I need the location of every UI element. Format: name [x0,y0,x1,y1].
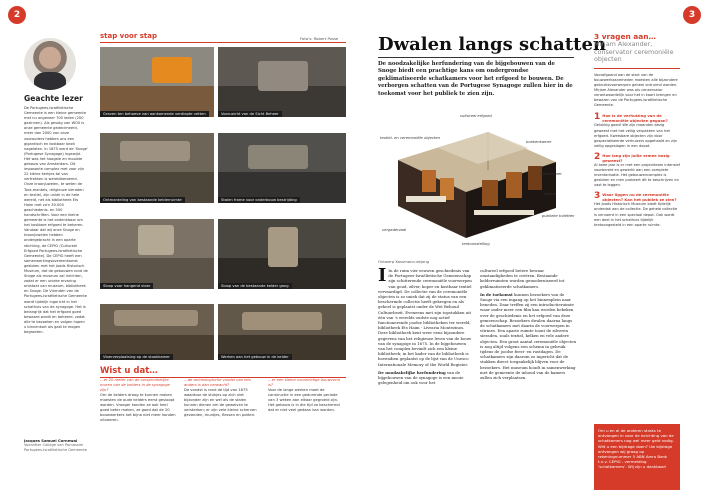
photo-basement: Ontmanteling van bestaande kelderruimte [100,133,214,203]
page-number-left: 2 [8,6,26,24]
signature-name: Jacques Samuel Cornewal [24,439,78,443]
photo-corridor: Sloop van de bestaande kelder gang [218,219,346,289]
page-number-right: 3 [683,6,701,24]
interview-qa: 2 Hoe lang zijn jullie ermee bezig geweest? Al twee jaar is er met een projectteam intensief voorbereid en gewerkt aan een complete inventarisatie. Het gebouwencomplex is gesloten en men probeert dit te beschrijven en vast te leggen. [594,151,680,188]
drop-cap: I [378,268,387,286]
article-intro: De noodzakelijke herfundering van de bijgebouwen van de Snoge biedt een prachtige kans om ondergrondse geklimatiseerde schatkamers voor het erfgoed te bouwen. De verborgen schatten van de Portugese Synagoge zullen hier in de toekomst voor het publiek te zien zijn. [378,61,573,97]
illustration-caption: Ontwerp Kossmann.dejong [378,259,430,264]
did-you-know-item: …er een kleine voorzichtige bouwvorm is? Voor de lange werken moet de constructie in een gedurende periode van 3 weken aan elkaar gegroeid zijn. Het gebouw is in die tijd zo beschermd dat er niet veel gedaan kan worden. [268,378,341,412]
did-you-know-heading: Wist u dat… [100,366,158,376]
photo-section-header: stap voor stap [100,32,158,40]
photo-building-works: Werken aan het gebouw in de kelder [218,304,346,360]
column-heading: Geachte lezer [24,94,83,103]
article-body-col1: I In de ruim vier eeuwen geschiedenis van de Portugees-Israëlietische Gemeenschap zijn schitterende ceremoniële voorwerpen van goud, zilver, koper en kostbaar textiel vervaardigd. De collectie van de ceremoniële objecten is zo uniek dat zij de status van een beschermde collectie heeft gekregen en als geheel is geplaatst onder de Wet Behoud Cultuurbezit. Eveneens met zijn topstukken uit één van 's werelds oudste nog actief functionerende joodse bibliotheken ter wereld, bibliotheek Ets Haim - Livraria Montezinos. Deze bibliotheek kent weer eens bijzondere gegevens van het religieuze leven van de bouw van de synagoge in 1675. In de bijgebouwen van het complex bevindt zich een kleine bibliotheek; in het kader van de bibliotheek is bovendien geplaatst op de lijst van de Unesco Internationale Memory of the World Register. De noodzakelijke herfundering van de bijgebouwen van de synagoge is een mooie gelegenheid om ook voor het [378,268,472,386]
photo-floor: Sloop voor hangend vloer [100,219,214,289]
portrait-photo [24,38,76,90]
photo-steel-frame: Stalen frame voor onderbouw bestrijding [218,133,346,203]
interview-qa: 3 Waar liggen nu de ceremoniële objecten? Kan het publiek ze zien? Het Joods Historisch Museum biedt tijdelijk onderdak aan de collectie. De gehele collectie is vervoerd in een speciaal depot. Ook wordt een deel in het schathuis tijdelijk tentoongesteld in een aparte ruimte. [594,191,678,227]
interview-role: conservator ceremoniële objecten [594,47,674,64]
signature-role: Voorzitter College van Parnassim Portugees-Israëlietische Gemeente [24,443,88,453]
article-title-rule [378,57,574,58]
article-subheading: De noodzakelijke herfundering [378,369,446,375]
did-you-know-item: …er 20 meter van de oorspronkelijke muren van de kelders in de synagoge zijn? Om de kelders droog te kunnen maken moesten de oude kelders eerst gesloopt worden. Vroeger konden ze ook heel goed beter maken, ze goed dat de 20 bouwwerkers het bijna niet meer konden uitvoeren. [100,378,176,422]
editorial-column [24,94,88,494]
article-body-col2: cultureel erfgoed betere bewaar omstandigheden te creëren. Bestaande kelderruimten worden gemoderniseerd tot geklimatiseerde schatkamers. In de toekomst kunnen bezoekers van de Snoge via een ingang op het binnenplein naar beneden. Daar treffen zij een introductieruimte waar onder meer een film kan worden bekeken over de geschiedenis en het erfgoed van deze gemeenschap. Bezoekers dwalen daarna langs de schatkamers met daarin de voorwerpen in vitrines. Een aparte ruimte toont de zilveren sieraden, zoals textiel, kelken en vele andere objecten. Een groot aantal ceremoniële objecten is nog altijd volgens een schema in gebruik tijdens de joodse feest- en rustdagen. De schatkamers zijn daarom zo ingericht dat de stukken direct toegankelijk blijven voor de bezoekers. Het museum houdt in samenwerking met de gemeente de inhoud van de kamers zullen zich verplaatsen. [480,268,576,381]
interview-name: Mirjam Alexander, [594,40,653,48]
architectural-illustration: cultureel erfgoed textiel- en ceremoniële objecten boekenkamer zilverkamer vitrine publieke toiletten vergaderzaal tentoonstelling [380,114,575,246]
photo-walls: Vooruzicht van de Sicht Beheer [218,47,346,117]
photo-credit: Foto's: Robert Posse [300,36,339,41]
photo-boiler-room: Vloerverplaatsing op de stookkamer [100,304,214,360]
interview-intro: Voorafgaand aan de start van de bouwwerkzaamheden moesten alle bijzondere gebruiksvoorwerpen geheel ontruimd worden. Mirjam Alexander was als conservator verantwoordelijk voor het in kaart brengen en bewaren van de Portugees-Israëlietische Gemeente. [594,72,678,108]
article-title: Dwalen langs schatten [378,34,606,55]
interview-heading: 3 vragen aan… [594,32,656,41]
interview-rule [594,68,680,69]
article-subheading: In de toekomst [480,291,513,297]
did-you-know-item: …de archeologische vondst van iets anders is dan verwacht? De vondst is rond de tijd van 1675 waardoor de stukjes op zich niet bijzonder zijn en wel als de stalen kunnen dienen om de gewelven te versterken; er zijn vele kleine scherven gevonden, muntjes, flessen en potten. [184,378,257,417]
column-body: De Portugees-Israëlietische Gemeente is een kleine gemeente met nu ongeveer 700 leden (200 gezinnen). Als gevolg van WOII is onze gemeente gedecimeerd, meer dan 2000 van onze voorouders hebben ons een gigantisch en kostbaar bezit nagelaten. In 1675 werd de 'Snoge' (Portugese Synagoge) ingewijd. Het was het hoogste en mooiste gebouw van Amsterdam. Dit imposante complex met voor zijn 22 kleine kerkjes tal van vertrekken is wereldberoemd. Onze kroonjuwelen, te weten de Tora-mantels, religieuze sieraden en textiel, zijn uniek in de hele wereld, net als bibliotheek Ets Haim met zo'n 30.000 geschiedenis- en 500 handschriften. Voor een kleine gemeente is het ondenkbaar om het kostbare erfgoed te beheren. Vandaar dat wij onze Snoge en kroonjuwelen hebben ondergebracht in een aparte stichting, de CEPIG (Cultureel Erfgoed Portugees-Israëlietische Gemeente). De CEPIG heeft een samenwerkingsovereenkomst gesloten met het Joods Historisch Museum, dat de gebouwen rond de Snoge als museum zal inrichten, zodat er een unieke ervaring ontstaat van museum, bibliotheek en Snoge. De Vrienden van de Portugees-Israëlietische Gemeente wordt tijdelijk ingericht in het schathuis van de synagoge. Het is belangrijk dat het erfgoed goed bewaard wordt en beheerd, zodat alle te bezoeken en volgen hopen u binnenkort als gast te mogen begroeten. [24,106,88,335]
photo-section-rule [100,42,346,43]
donation-promo-box: Om u en al de anderen straks te ontvangen in voor de inrichting van de schatkamers nog wel meer geld nodig. Wilt u een bijdrage doen? Uw bijdrage ontvangen wij graag op rekeningnummer 5 ABN Amro Bank t.n.v. CEPIG - vermelding ‘schatkamers’. Wij zijn u dankbaar! [594,424,680,490]
interview-qa: 1 Hoe is de verhuizing van de ceremoniële objecten gegaan? Gelukkig goed! We zijn maanden bezig geweest met het veilig verpakken van het erfgoed. Kwetsbare objecten zijn door gespecialiseerde verhuizers opgehaald en zijn veilig opgeslagen in een depot. [594,112,678,148]
photo-excavation: Graven ten behoeve van aankomende verdiepte vetten [100,47,214,117]
